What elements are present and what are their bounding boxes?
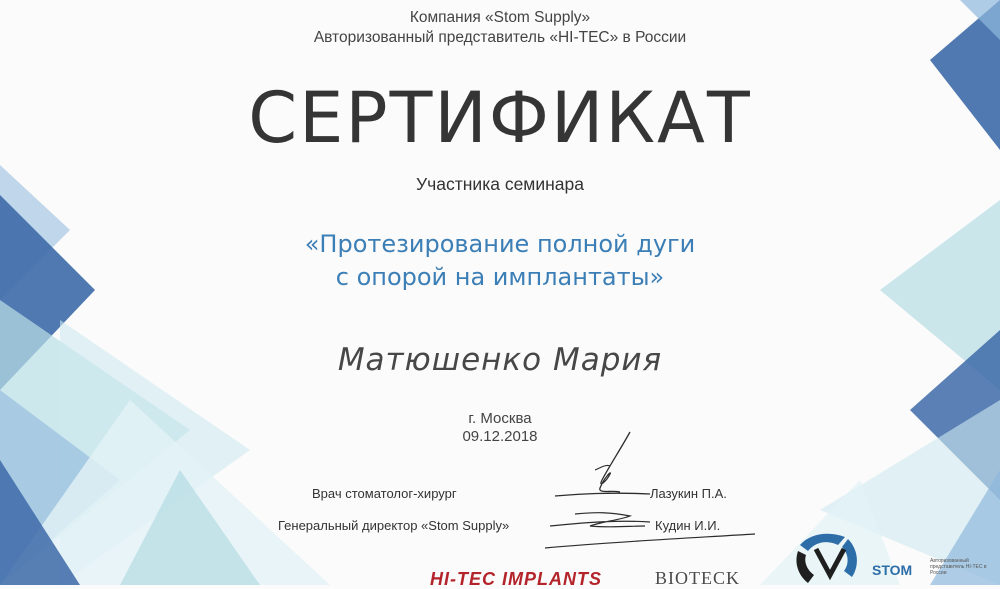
seminar-title: [0, 228, 1000, 294]
participant-name: Матюшенко Мария: [337, 342, 663, 378]
bioteck-logo: BIOTECK: [655, 568, 740, 588]
stom-logo-text: STOM: [872, 562, 913, 578]
stom-logo-tagline: Авторизованный представитель HI-TEC в России: [930, 558, 987, 576]
company-header: [0, 8, 1000, 48]
handwritten-signatures: [540, 430, 760, 560]
signature-role-director: Генеральный директор «Stom Supply»: [278, 518, 510, 533]
signature-name-surgeon: Лазукин П.А.: [650, 486, 727, 501]
place-and-date: [0, 410, 1000, 446]
signature-name-director: Кудин И.И.: [655, 518, 721, 533]
certificate-title: СЕРТИФИКАТ: [248, 77, 752, 159]
hitec-logo: HI-TEC IMPLANTS: [430, 569, 602, 589]
certificate-subtitle: Участника семинара: [416, 174, 584, 194]
date: 09.12.2018: [462, 428, 538, 445]
representative-line: Авторизованный представитель «HI-TEC» в России: [313, 29, 687, 46]
company-line: Компания «Stom Supply»: [409, 9, 591, 26]
signature-role-surgeon: Врач стоматолог-хирург: [312, 486, 457, 501]
stom-supply-logo-icon: [790, 525, 870, 585]
city: г. Москва: [468, 410, 532, 427]
seminar-title-line2: с опорой на имплантаты»: [335, 263, 665, 291]
seminar-title-line1: «Протезирование полной дуги: [304, 230, 696, 258]
